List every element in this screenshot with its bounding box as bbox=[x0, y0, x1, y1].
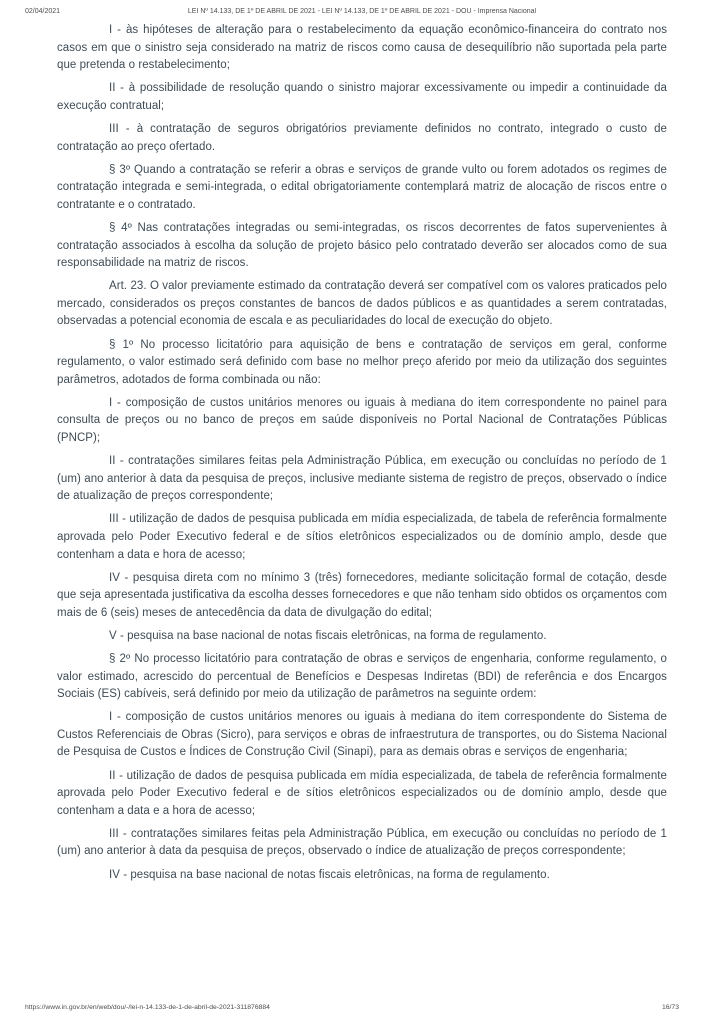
legal-paragraph: § 3º Quando a contratação se referir a obras e serviços de grande vulto ou forem adotados os regimes de contratação integrada e semi-integrada, o edital obrigatoriamente contemplará matriz de alocação de riscos entre o contratante e o contratado. bbox=[57, 163, 667, 211]
legal-paragraph: V - pesquisa na base nacional de notas fiscais eletrônicas, na forma de regulamento. bbox=[109, 629, 547, 642]
legal-paragraph: III - contratações similares feitas pela Administração Pública, em execução ou concluídas no período de 1 (um) ano anterior à data da pesquisa de preços, observado o índice de atualização de preços correspondente; bbox=[57, 827, 667, 858]
legal-paragraph: Art. 23. O valor previamente estimado da contratação deverá ser compatível com os valores praticados pelo mercado, considerados os preços constantes de bancos de dados públicos e as quantidades a serem contratadas, observadas a potencial economia de escala e as peculiaridades do local de execução do objeto. bbox=[57, 280, 667, 328]
print-date: 02/04/2021 bbox=[25, 8, 61, 15]
legal-paragraph: I - composição de custos unitários menores ou iguais à mediana do item correspondente no painel para consulta de preços ou no banco de preços em saúde disponíveis no Portal Nacional de Contratações Públicas (PNCP); bbox=[57, 396, 667, 444]
document-body bbox=[57, 22, 667, 890]
legal-paragraph: III - à contratação de seguros obrigatórios previamente definidos no contrato, integrado o custo de contratação ao preço ofertado. bbox=[57, 122, 667, 153]
print-header bbox=[0, 8, 724, 20]
legal-paragraph: IV - pesquisa na base nacional de notas fiscais eletrônicas, na forma de regulamento. bbox=[109, 868, 550, 881]
legal-paragraph: I - às hipóteses de alteração para o restabelecimento da equação econômico-financeira do contrato nos casos em que o sinistro seja considerado na matriz de riscos como causa de desequilíbrio não suportada pela parte que pretenda o restabelecimento; bbox=[57, 24, 667, 72]
legal-paragraph: § 4º Nas contratações integradas ou semi-integradas, os riscos decorrentes de fatos supervenientes à contratação associados à escolha da solução de projeto básico pelo contratado deverão ser alocados como de sua responsabilidade na matriz de riscos. bbox=[57, 221, 667, 270]
page-number: 16/73 bbox=[661, 1004, 679, 1011]
legal-paragraph: IV - pesquisa direta com no mínimo 3 (três) fornecedores, mediante solicitação formal de cotação, desde que seja apresentada justificativa da escolha desses fornecedores e que não tenham sido obtidos os orçamentos com mais de 6 (seis) meses de antecedência da data de divulgação do edital; bbox=[57, 571, 667, 619]
legal-paragraph: § 1º No processo licitatório para aquisição de bens e contratação de serviços em geral, conforme regulamento, o valor estimado será definido com base no melhor preço aferido por meio da utilização dos seguintes parâmetros, adotados de forma combinada ou não: bbox=[57, 338, 667, 386]
legal-paragraph: I - composição de custos unitários menores ou iguais à mediana do item correspondente do Sistema de Custos Referenciais de Obras (Sicro), para serviços e obras de infraestrutura de transportes, ou do Sistema Nacional de Pesquisa de Custos e Índices de Construção Civil (Sinapi), para as demais obras e serviços de engenharia; bbox=[57, 711, 667, 759]
legal-paragraph: § 2º No processo licitatório para contratação de obras e serviços de engenharia, conforme regulamento, o valor estimado, acrescido do percentual de Benefícios e Despesas Indiretas (BDI) de referência e dos Encargos Sociais (ES) cabíveis, será definido por meio da utilização de parâmetros na seguinte ordem: bbox=[57, 653, 667, 701]
legal-paragraph: II - à possibilidade de resolução quando o sinistro majorar excessivamente ou impedir a continuidade da execução contratual; bbox=[57, 82, 667, 112]
legal-paragraph: II - contratações similares feitas pela Administração Pública, em execução ou concluídas no período de 1 (um) ano anterior à data da pesquisa de preços, inclusive mediante sistema de registro de preços, observado o índice de atualização de preços correspondente; bbox=[57, 455, 667, 503]
source-url: https://www.in.gov.br/en/web/dou/-/lei-n-14.133-de-1-de-abril-de-2021-311876884 bbox=[25, 1004, 270, 1011]
legal-paragraph: III - utilização de dados de pesquisa publicada em mídia especializada, de tabela de referência formalmente aprovada pelo Poder Executivo federal e de sítios eletrônicos especializados ou de domínio amplo, desde que contenham a data e hora de acesso; bbox=[57, 513, 667, 561]
print-footer bbox=[25, 1004, 699, 1011]
legal-paragraph: II - utilização de dados de pesquisa publicada em mídia especializada, de tabela de referência formalmente aprovada pelo Poder Executivo federal e de sítios eletrônicos especializados ou de domínio amplo, desde que contenham a data e a hora de acesso; bbox=[57, 769, 667, 817]
document-title: LEI Nº 14.133, DE 1º DE ABRIL DE 2021 - LEI Nº 14.133, DE 1º DE ABRIL DE 2021 - DOU - Imprensa Nacional bbox=[187, 8, 537, 15]
